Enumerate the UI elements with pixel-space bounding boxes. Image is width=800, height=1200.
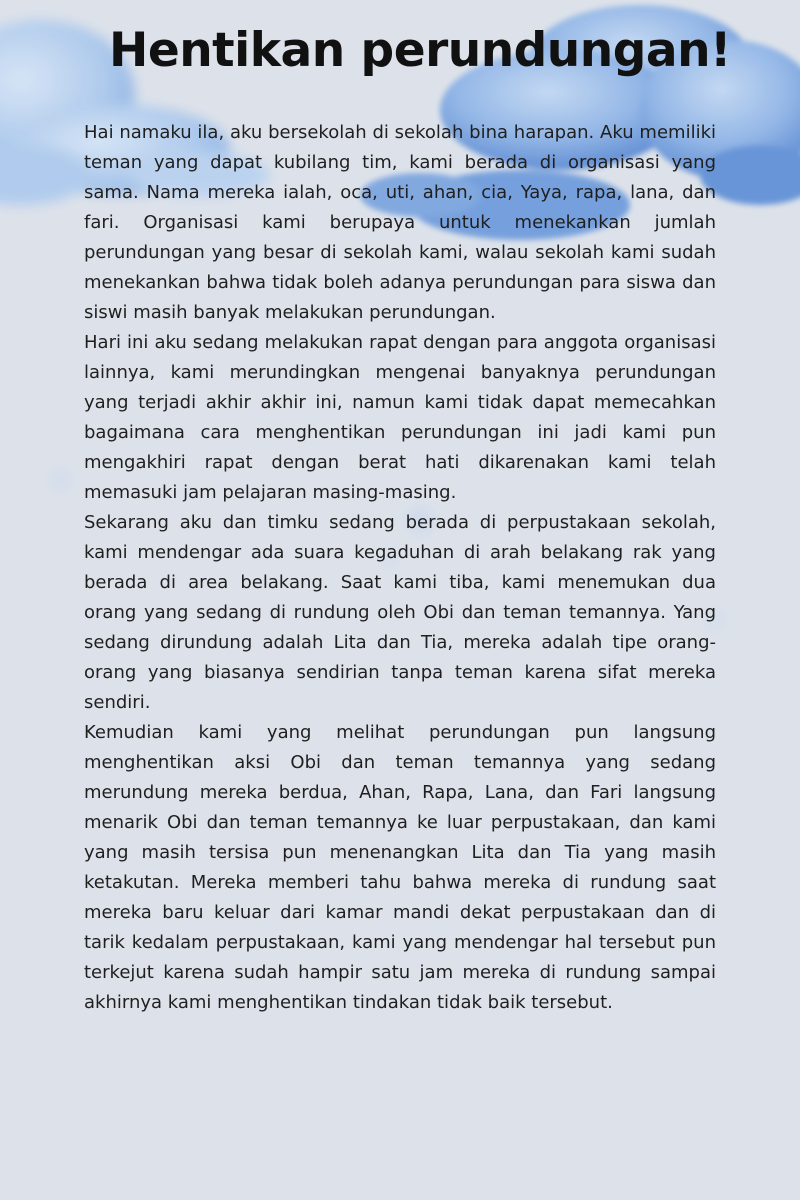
paragraph-2: Hari ini aku sedang melakukan rapat dengan para anggota organisasi lainnya, kami merundingkan mengenai banyaknya perundungan yang terjadi akhir akhir ini, namun kami tidak dapat memecahkan bagaimana cara menghentikan perundungan ini jadi kami pun mengakhiri rapat dengan berat hati dikarenakan kami telah memasuki jam pelajaran masing-masing. [84, 332, 716, 503]
paragraph-4: Kemudian kami yang melihat perundungan pun langsung menghentikan aksi Obi dan teman temannya yang sedang merundung mereka berdua, Ahan, Rapa, Lana, dan Fari langsung menarik Obi dan teman temannya ke luar perpustakaan, dan kami yang masih tersisa pun menenangkan Lita dan Tia yang masih ketakutan. Mereka memberi tahu bahwa mereka di rundung saat mereka baru keluar dari kamar mandi dekat perpustakaan dan di tarik kedalam perpustakaan, kami yang mendengar hal tersebut pun terkejut karena sudah hampir satu jam mereka di rundung sampai akhirnya kami menghentikan tindakan tidak baik tersebut. [84, 722, 716, 1013]
paragraph-3: Sekarang aku dan timku sedang berada di perpustakaan sekolah, kami mendengar ada suara kegaduhan di arah belakang rak yang berada di area belakang. Saat kami tiba, kami menemukan dua orang yang sedang di rundung oleh Obi dan teman temannya. Yang sedang dirundung adalah Lita dan Tia, mereka adalah tipe orang-orang yang biasanya sendirian tanpa teman karena sifat mereka sendiri. [84, 512, 716, 713]
paragraph-1: Hai namaku ila, aku bersekolah di sekolah bina harapan. Aku memiliki teman yang dapat kubilang tim, kami berada di organisasi yang sama. Nama mereka ialah, oca, uti, ahan, cia, Yaya, rapa, lana, dan fari. Organisasi kami berupaya untuk menekankan jumlah perundungan yang besar di sekolah kami, walau sekolah kami sudah menekankan bahwa tidak boleh adanya perundungan para siswa dan siswi masih banyak melakukan perundungan. [84, 122, 716, 323]
story-body [84, 118, 716, 1018]
page-title: Hentikan perundungan! [109, 23, 731, 78]
